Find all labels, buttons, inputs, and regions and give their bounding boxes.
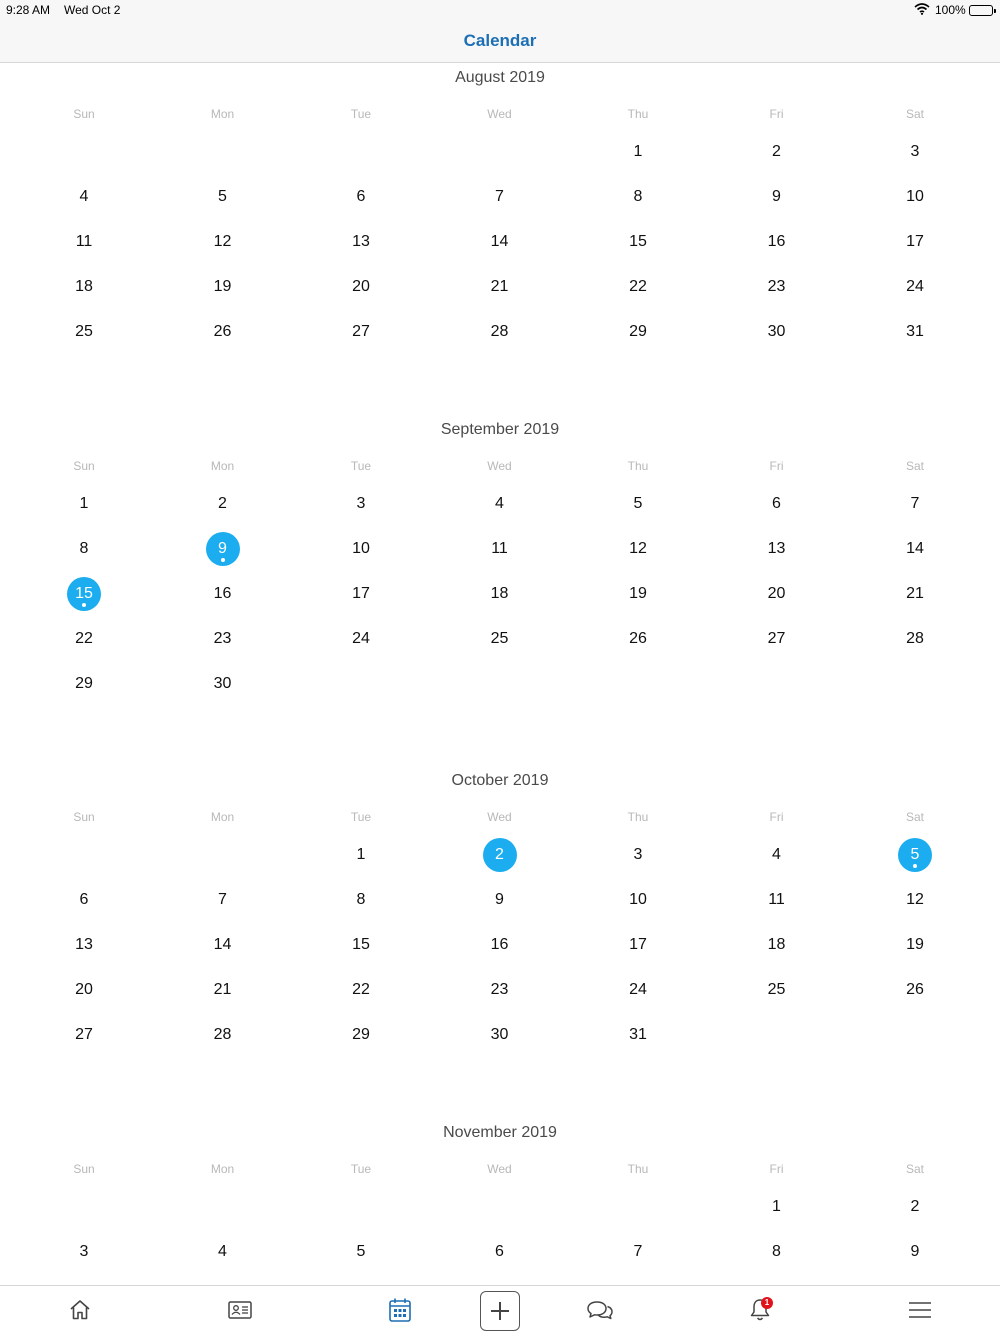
day-number: 20	[75, 981, 93, 998]
day-number: 24	[352, 629, 370, 647]
weekday-label: Sat	[905, 458, 924, 473]
weekday-label: Wed	[487, 810, 512, 824]
event-dot	[913, 864, 917, 868]
calendar-day[interactable]	[344, 225, 378, 259]
month-section	[0, 415, 1000, 767]
weekday-label: Wed	[487, 1161, 512, 1176]
day-number: 29	[629, 323, 647, 340]
day-number: 10	[352, 539, 370, 557]
home-icon	[68, 1298, 92, 1322]
day-number: 27	[767, 629, 786, 647]
day-number: 22	[629, 278, 647, 295]
day-number: 25	[490, 629, 509, 647]
day-number: 15	[75, 584, 93, 602]
calendar-day[interactable]	[206, 622, 240, 656]
day-number: 27	[75, 1026, 93, 1043]
day-number: 3	[356, 494, 366, 512]
calendar-day[interactable]	[67, 928, 101, 962]
calendar-day[interactable]	[898, 487, 932, 521]
weekday-label: Tue	[350, 810, 372, 824]
day-number: 20	[767, 584, 786, 602]
calendar-day[interactable]	[898, 135, 932, 169]
day-number: 19	[213, 278, 232, 295]
calendar-day[interactable]	[67, 1018, 101, 1052]
calendar-day[interactable]	[67, 225, 101, 259]
calendar-day[interactable]	[483, 883, 517, 917]
weekday-label: Fri	[769, 1161, 784, 1176]
status-bar	[0, 0, 1000, 20]
contact-card-icon	[227, 1299, 253, 1321]
calendar-day[interactable]	[760, 135, 794, 169]
calendar-day[interactable]	[67, 622, 101, 656]
calendar-day[interactable]	[760, 838, 794, 872]
day-number: 18	[75, 278, 93, 295]
calendar-day[interactable]	[898, 577, 932, 611]
calendar-day[interactable]	[621, 135, 655, 169]
calendar-day[interactable]	[898, 225, 932, 259]
weekday-label: Thu	[627, 458, 649, 473]
calendar-day[interactable]	[898, 1190, 932, 1224]
day-number: 7	[633, 1242, 643, 1260]
month-section	[0, 766, 1000, 1118]
day-number: 2	[910, 1197, 920, 1215]
day-number: 8	[633, 188, 643, 205]
day-number: 31	[906, 323, 924, 340]
tab-contacts[interactable]	[220, 1294, 260, 1326]
calendar-day[interactable]	[344, 487, 378, 521]
day-number: 2	[495, 846, 504, 863]
calendar-day[interactable]	[898, 180, 932, 214]
tab-calendar[interactable]	[380, 1294, 420, 1326]
notification-badge: 1	[761, 1297, 773, 1309]
day-number: 11	[768, 891, 785, 908]
day-number: 26	[213, 323, 232, 340]
day-number: 6	[495, 1242, 504, 1260]
calendar-day[interactable]	[344, 532, 378, 566]
calendar-day[interactable]	[206, 1235, 240, 1269]
calendar-day[interactable]	[483, 928, 517, 962]
page-title: Calendar	[463, 31, 537, 50]
calendar-day[interactable]	[760, 487, 794, 521]
day-number: 1	[633, 143, 643, 160]
wifi-icon	[914, 3, 930, 15]
day-number: 8	[79, 539, 89, 557]
calendar-day[interactable]	[344, 180, 378, 214]
month-title: September 2019	[440, 420, 560, 438]
event-dot	[82, 603, 86, 607]
calendar-day[interactable]	[760, 883, 794, 917]
day-number: 15	[352, 936, 370, 953]
calendar-scroll-view[interactable]	[0, 63, 1000, 1285]
calendar-day[interactable]	[621, 1235, 655, 1269]
calendar-day[interactable]	[206, 270, 240, 304]
day-number: 28	[906, 629, 924, 647]
day-number: 20	[352, 278, 370, 295]
chat-bubbles-icon	[586, 1298, 614, 1322]
weekday-label: Sun	[73, 1161, 95, 1176]
day-number: 7	[495, 188, 504, 205]
day-number: 13	[75, 936, 93, 953]
calendar-day[interactable]	[344, 838, 378, 872]
day-number: 10	[629, 891, 647, 908]
day-number: 5	[356, 1242, 366, 1260]
calendar-day[interactable]	[344, 270, 378, 304]
weekday-label: Mon	[210, 458, 235, 473]
calendar-day-selected[interactable]	[483, 838, 517, 872]
day-number: 5	[910, 846, 920, 863]
calendar-day-selected[interactable]	[206, 532, 240, 566]
weekday-label: Fri	[769, 810, 784, 824]
calendar-day[interactable]	[621, 270, 655, 304]
weekday-label: Sat	[905, 107, 924, 121]
calendar-day[interactable]	[344, 928, 378, 962]
day-number: 9	[218, 539, 227, 557]
calendar-day[interactable]	[621, 532, 655, 566]
calendar-day[interactable]	[898, 1235, 932, 1269]
day-number: 3	[910, 143, 920, 160]
calendar-day[interactable]	[67, 270, 101, 304]
weekday-label: Sun	[73, 107, 95, 121]
calendar-day[interactable]	[206, 667, 240, 701]
calendar-day[interactable]	[898, 270, 932, 304]
day-number: 3	[633, 846, 643, 863]
calendar-day[interactable]	[760, 622, 794, 656]
day-number: 28	[213, 1026, 232, 1043]
day-number: 27	[352, 323, 370, 340]
hamburger-menu-icon	[908, 1300, 932, 1320]
day-number: 11	[75, 233, 93, 250]
day-number: 29	[75, 674, 93, 692]
day-number: 8	[356, 891, 366, 908]
day-number: 24	[906, 278, 924, 295]
day-number: 29	[352, 1026, 370, 1043]
calendar-day[interactable]	[206, 973, 240, 1007]
status-date: Wed Oct 2	[64, 3, 121, 17]
calendar-day[interactable]	[898, 532, 932, 566]
day-number: 9	[910, 1242, 920, 1260]
calendar-day[interactable]	[344, 883, 378, 917]
calendar-day[interactable]	[483, 1018, 517, 1052]
calendar-day[interactable]	[67, 883, 101, 917]
battery-percent: 100%	[935, 3, 966, 17]
day-number: 2	[218, 494, 227, 512]
calendar-day[interactable]	[760, 1235, 794, 1269]
day-number: 22	[75, 629, 93, 647]
battery-icon	[969, 5, 993, 16]
day-number: 26	[629, 629, 647, 647]
day-number: 11	[491, 539, 508, 557]
tab-menu[interactable]	[900, 1294, 940, 1326]
day-number: 30	[213, 674, 232, 692]
weekday-label: Mon	[210, 810, 235, 824]
event-dot	[221, 558, 225, 562]
calendar-day[interactable]	[760, 315, 794, 349]
day-number: 4	[495, 494, 504, 512]
calendar-day[interactable]	[206, 883, 240, 917]
calendar-day[interactable]	[344, 1018, 378, 1052]
calendar-day[interactable]	[621, 180, 655, 214]
calendar-day[interactable]	[206, 180, 240, 214]
day-number: 17	[352, 584, 370, 602]
calendar-day[interactable]	[483, 1235, 517, 1269]
day-number: 1	[356, 846, 366, 863]
calendar-day-selected[interactable]	[67, 577, 101, 611]
day-number: 1	[79, 494, 89, 512]
day-number: 7	[910, 494, 920, 512]
day-number: 4	[218, 1242, 227, 1260]
weekday-label: Sat	[905, 810, 924, 824]
month-title: October 2019	[451, 772, 549, 789]
calendar-day[interactable]	[621, 622, 655, 656]
day-number: 30	[767, 323, 786, 340]
day-number: 19	[906, 936, 924, 953]
calendar-day[interactable]	[621, 973, 655, 1007]
calendar-day[interactable]	[898, 315, 932, 349]
day-number: 16	[490, 936, 509, 953]
day-number: 2	[772, 143, 781, 160]
calendar-day[interactable]	[760, 928, 794, 962]
weekday-label: Mon	[210, 1161, 235, 1176]
calendar-day[interactable]	[760, 577, 794, 611]
tab-notifications[interactable]	[740, 1294, 780, 1326]
day-number: 1	[772, 1197, 781, 1215]
day-number: 17	[629, 936, 647, 953]
weekday-label: Thu	[627, 107, 649, 121]
weekday-label: Tue	[350, 1161, 372, 1176]
day-number: 6	[772, 494, 781, 512]
weekday-label: Sat	[905, 1161, 924, 1176]
calendar-day[interactable]	[621, 315, 655, 349]
calendar-day[interactable]	[621, 838, 655, 872]
day-number: 21	[906, 584, 924, 602]
calendar-day[interactable]	[760, 180, 794, 214]
plus-icon	[489, 1300, 511, 1322]
day-number: 12	[629, 539, 647, 557]
weekday-label: Thu	[627, 810, 649, 824]
day-number: 30	[490, 1026, 509, 1043]
day-number: 23	[490, 981, 509, 998]
day-number: 12	[906, 891, 924, 908]
weekday-label: Wed	[487, 107, 512, 121]
day-number: 5	[633, 494, 643, 512]
navigation-bar	[0, 20, 1000, 63]
calendar-day[interactable]	[206, 315, 240, 349]
weekday-label: Tue	[350, 107, 372, 121]
weekday-label: Mon	[210, 107, 235, 121]
calendar-day[interactable]	[760, 225, 794, 259]
calendar-day[interactable]	[760, 532, 794, 566]
day-number: 19	[629, 584, 647, 602]
calendar-day[interactable]	[206, 1018, 240, 1052]
day-number: 25	[75, 323, 93, 340]
day-number: 10	[906, 188, 924, 205]
calendar-day[interactable]	[67, 487, 101, 521]
month-section	[0, 1118, 1000, 1286]
calendar-day-selected[interactable]	[898, 838, 932, 872]
day-number: 25	[767, 981, 786, 998]
calendar-day[interactable]	[483, 315, 517, 349]
day-number: 14	[490, 233, 509, 250]
day-number: 13	[352, 233, 370, 250]
day-number: 8	[772, 1242, 781, 1260]
calendar-day[interactable]	[760, 270, 794, 304]
day-number: 5	[218, 188, 227, 205]
calendar-day[interactable]	[898, 928, 932, 962]
day-number: 14	[213, 936, 232, 953]
calendar-day[interactable]	[483, 225, 517, 259]
tab-bar	[0, 1285, 1000, 1334]
calendar-day[interactable]	[621, 577, 655, 611]
calendar-day[interactable]	[344, 577, 378, 611]
day-number: 9	[495, 891, 504, 908]
calendar-day[interactable]	[898, 973, 932, 1007]
weekday-label: Fri	[769, 107, 784, 121]
calendar-day[interactable]	[483, 270, 517, 304]
day-number: 15	[629, 233, 647, 250]
calendar-day[interactable]	[483, 532, 517, 566]
calendar-day[interactable]	[483, 180, 517, 214]
weekday-label: Fri	[769, 458, 784, 473]
weekday-label: Sun	[73, 810, 95, 824]
calendar-day[interactable]	[760, 1190, 794, 1224]
calendar-day[interactable]	[483, 622, 517, 656]
day-number: 28	[490, 323, 509, 340]
calendar-day[interactable]	[483, 577, 517, 611]
calendar-day[interactable]	[67, 180, 101, 214]
weekday-label: Thu	[627, 1161, 649, 1176]
day-number: 3	[79, 1242, 89, 1260]
day-number: 6	[79, 891, 89, 908]
month-title: August 2019	[455, 69, 545, 86]
day-number: 16	[213, 584, 232, 602]
day-number: 9	[772, 188, 781, 205]
day-number: 4	[79, 188, 89, 205]
day-number: 14	[906, 539, 924, 557]
weekday-label: Sun	[73, 458, 95, 473]
calendar-day[interactable]	[621, 883, 655, 917]
calendar-day[interactable]	[344, 1235, 378, 1269]
day-number: 21	[490, 278, 509, 295]
weekday-label: Tue	[350, 458, 372, 473]
calendar-day[interactable]	[898, 622, 932, 656]
day-number: 26	[906, 981, 924, 998]
calendar-day[interactable]	[621, 225, 655, 259]
day-number: 7	[218, 891, 227, 908]
add-button[interactable]	[480, 1291, 520, 1331]
day-number: 12	[213, 233, 232, 250]
calendar-day[interactable]	[67, 973, 101, 1007]
day-number: 24	[629, 981, 647, 998]
calendar-day[interactable]	[67, 532, 101, 566]
month-title: November 2019	[443, 1123, 557, 1141]
calendar-day[interactable]	[206, 225, 240, 259]
calendar-day[interactable]	[206, 487, 240, 521]
status-time: 9:28 AM	[6, 3, 51, 17]
calendar-day[interactable]	[344, 315, 378, 349]
day-number: 18	[767, 936, 786, 953]
calendar-day[interactable]	[67, 667, 101, 701]
calendar-day[interactable]	[760, 973, 794, 1007]
day-number: 18	[490, 584, 509, 602]
day-number: 22	[352, 981, 370, 998]
day-number: 6	[356, 188, 366, 205]
calendar-day[interactable]	[621, 1018, 655, 1052]
calendar-day[interactable]	[898, 883, 932, 917]
weekday-label: Wed	[487, 458, 512, 473]
day-number: 17	[906, 233, 924, 250]
day-number: 21	[213, 981, 232, 998]
day-number: 4	[772, 846, 781, 863]
calendar-day[interactable]	[483, 973, 517, 1007]
day-number: 13	[767, 539, 786, 557]
calendar-day[interactable]	[483, 487, 517, 521]
calendar-day[interactable]	[621, 928, 655, 962]
day-number: 16	[767, 233, 786, 250]
calendar-icon	[388, 1297, 412, 1323]
calendar-day[interactable]	[206, 928, 240, 962]
tab-home[interactable]	[60, 1294, 100, 1326]
day-number: 23	[767, 278, 786, 295]
calendar-day[interactable]	[206, 577, 240, 611]
day-number: 31	[629, 1026, 647, 1043]
calendar-day[interactable]	[621, 487, 655, 521]
calendar-day[interactable]	[344, 973, 378, 1007]
month-section	[0, 63, 1000, 415]
calendar-day[interactable]	[344, 622, 378, 656]
tab-messages[interactable]	[580, 1294, 620, 1326]
day-number: 23	[213, 629, 232, 647]
calendar-day[interactable]	[67, 315, 101, 349]
calendar-day[interactable]	[67, 1235, 101, 1269]
